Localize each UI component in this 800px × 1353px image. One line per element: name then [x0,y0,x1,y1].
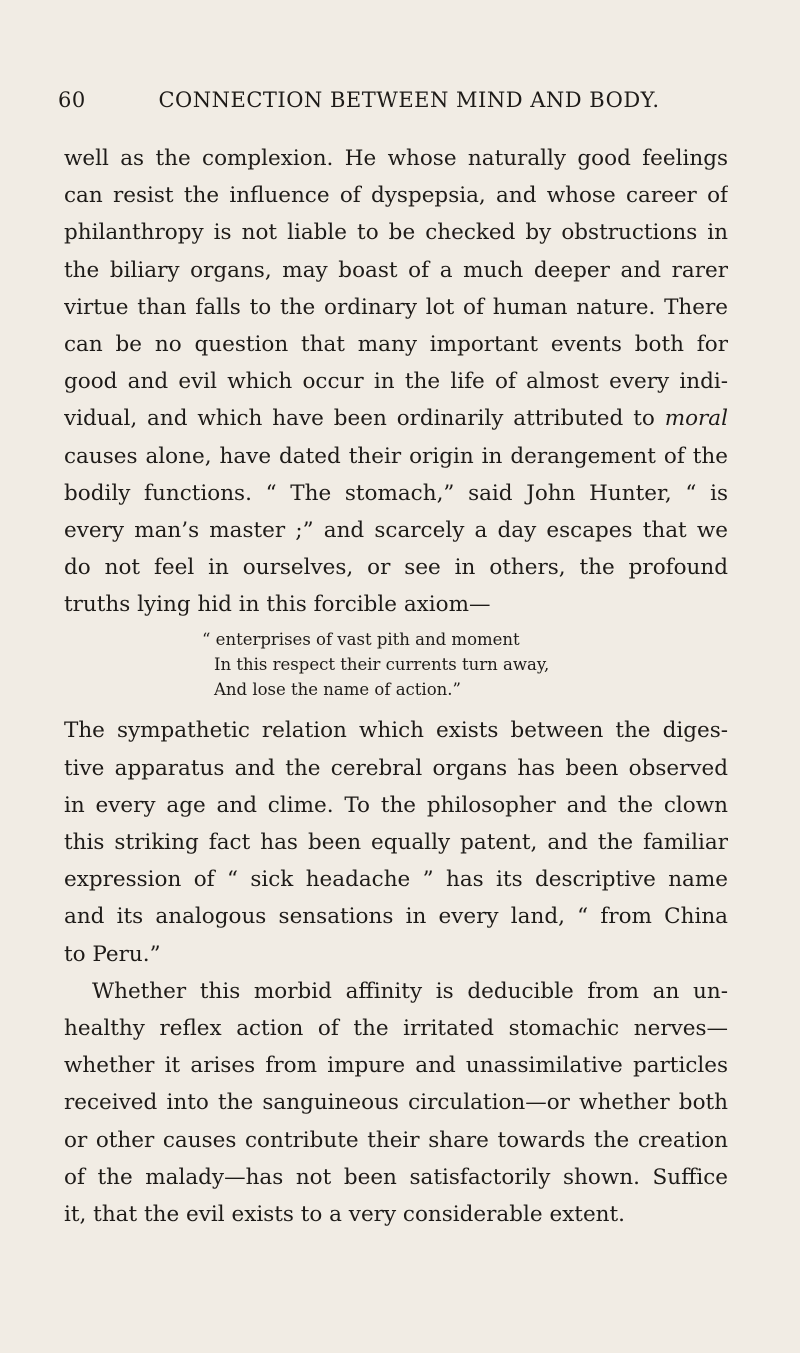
text-line: healthy reflex action of the irritated stomachic nerves— [64,1015,728,1041]
text-line-with-emphasis [64,400,728,437]
text-line: and its analogous sensations in every land, “ from China [64,904,728,930]
text-line: to Peru.” [64,941,161,967]
text-line: this striking fact has been equally patent, and the familiar [64,830,728,855]
emphasized-word: moral [664,406,728,432]
text-line: it, that the evil exists to a very considerable extent. [64,1201,625,1227]
text-line: can resist the influence of dyspepsia, and whose career of [64,183,728,209]
paragraph-3 [64,973,728,1233]
text-line: Whether this morbid affinity is deducible from an un- [92,978,728,1004]
text-line: can be no question that many important events both for [64,331,728,357]
text-line: tive apparatus and the cerebral organs has been observed [64,755,728,781]
text-line: in every age and clime. To the philosopher and the clown [64,792,728,818]
text-line: or other causes contribute their share towards the creation [64,1127,728,1153]
text-line: The sympathetic relation which exists between the diges- [64,718,728,744]
text-line: expression of “ sick headache ” has its descriptive name [64,867,728,893]
quote-line: And lose the name of action.” [214,680,461,700]
body-text [64,140,728,1233]
text-line: received into the sanguineous circulation—or whether both [64,1090,728,1116]
quote-line: “ enterprises of vast pith and moment [202,630,520,650]
block-quote [64,627,728,702]
text-line: the biliary organs, may boast of a much deeper and rarer [64,257,728,283]
text-segment: vidual, and which have been ordinarily attributed to [64,406,655,432]
paragraph-2 [64,712,728,972]
quote-line: In this respect their currents turn away, [214,655,550,675]
text-line: truths lying hid in this forcible axiom— [64,592,491,618]
running-head [58,88,720,122]
text-line: good and evil which occur in the life of almost every indi- [64,369,728,395]
text-line: virtue than falls to the ordinary lot of human nature. There [64,294,728,320]
running-title: CONNECTION BETWEEN MIND AND BODY. [158,88,660,112]
paragraph-1 [64,140,728,623]
text-line: causes alone, have dated their origin in derangement of the [64,443,728,469]
text-line: bodily functions. “ The stomach,” said John Hunter, “ is [64,480,728,506]
text-line: whether it arises from impure and unassimilative particles [64,1053,728,1079]
page-number: 60 [58,88,86,112]
text-line: philanthropy is not liable to be checked by obstructions in [64,220,728,246]
text-line: every man’s master ;” and scarcely a day escapes that we [64,517,728,543]
text-line: of the malady—has not been satisfactorily shown. Suffice [64,1164,728,1190]
text-line: do not feel in ourselves, or see in others, the profound [64,555,728,581]
text-line: well as the complexion. He whose naturally good feelings [64,146,728,171]
